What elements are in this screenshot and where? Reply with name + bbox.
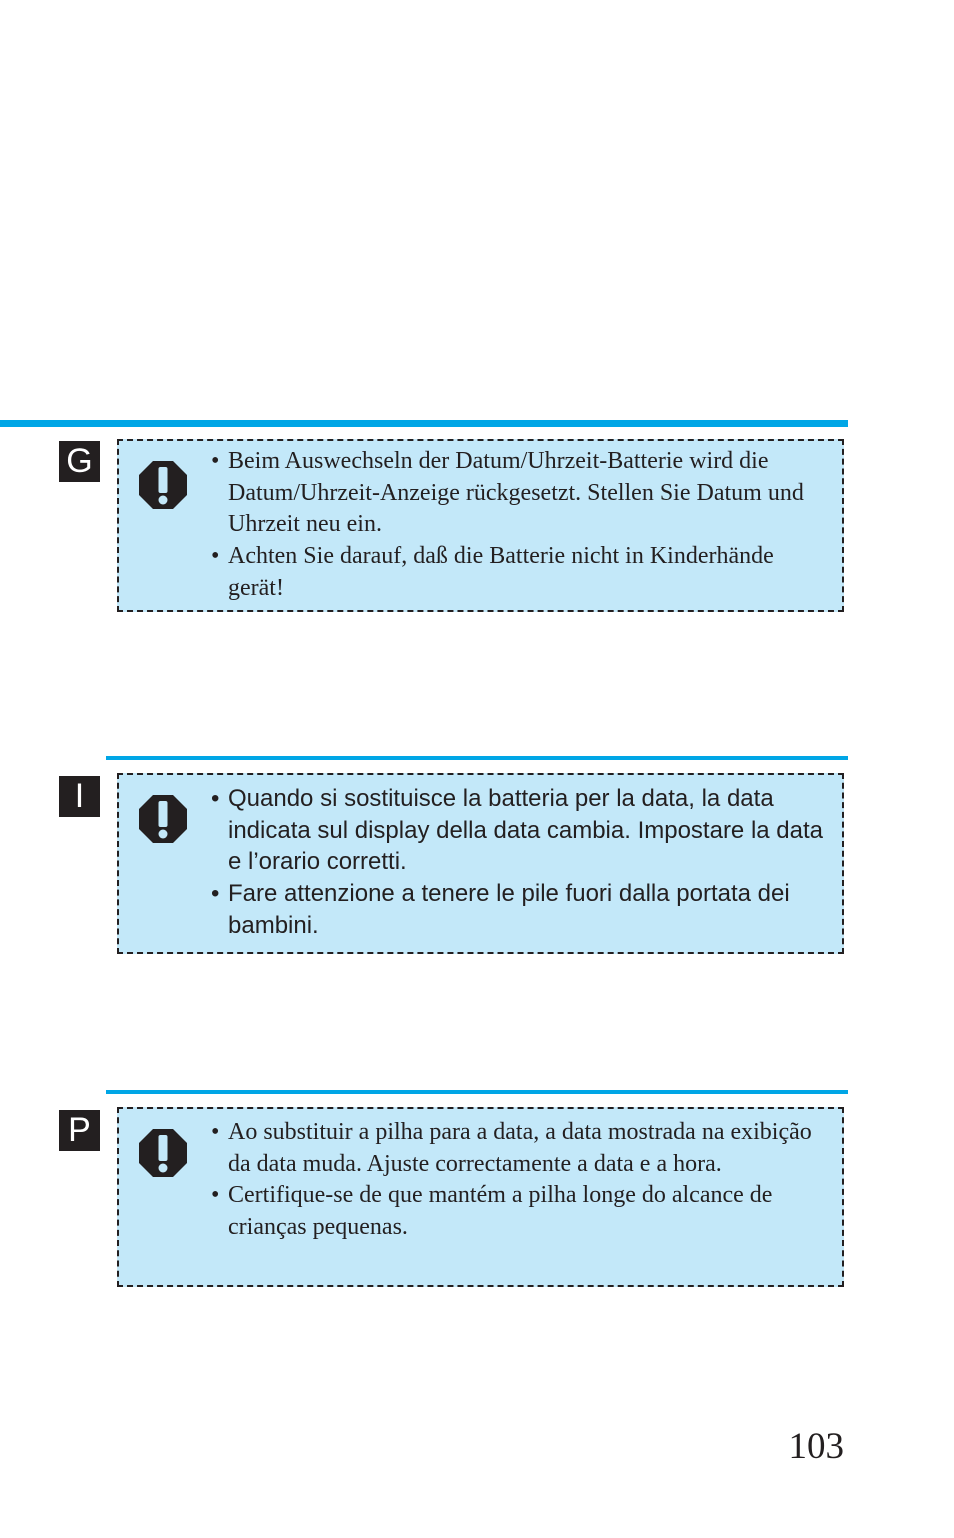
section-rule-p bbox=[106, 1090, 848, 1094]
bullet-text: Fare attenzione a tenere le pile fuori dalla portata dei bambini. bbox=[228, 880, 790, 939]
language-tag-p: P bbox=[59, 1110, 100, 1151]
bullet-text: Quando si sostituisce la batteria per la data, la data indicata sul display della data cambia. Impostare la data e l’orario corretti. bbox=[228, 785, 824, 876]
bullet-item bbox=[211, 783, 828, 878]
bullet-list bbox=[211, 446, 828, 605]
caution-note-p bbox=[117, 1107, 844, 1287]
bullet-symbol: • bbox=[211, 880, 220, 908]
section-rule-g bbox=[0, 420, 848, 427]
language-tag-i: I bbox=[59, 776, 100, 817]
bullet-item bbox=[211, 1117, 828, 1180]
bullet-text: Beim Auswechseln der Datum/Uhrzeit-Batterie wird die Datum/Uhrzeit-Anzeige rückgesetzt. Stellen Sie Datum und Uhrzeit neu ein. bbox=[228, 448, 804, 538]
caution-icon bbox=[139, 461, 187, 509]
bullet-symbol: • bbox=[211, 448, 220, 474]
caution-note-g bbox=[117, 439, 844, 612]
bullet-text: Ao substituir a pilha para a data, a data mostrada na exibição da data muda. Ajuste correctamente a data e a hora. bbox=[228, 1119, 812, 1177]
page-number: 103 bbox=[788, 1426, 844, 1467]
caution-note-i bbox=[117, 773, 844, 954]
bullet-text: Certifique-se de que mantém a pilha longe do alcance de crianças pequenas. bbox=[228, 1182, 773, 1241]
bullet-item bbox=[211, 878, 828, 941]
bullet-symbol: • bbox=[211, 785, 220, 812]
language-tag-g: G bbox=[59, 441, 100, 482]
bullet-list bbox=[211, 783, 828, 942]
bullet-symbol: • bbox=[211, 543, 220, 570]
section-rule-i bbox=[106, 756, 848, 760]
bullet-symbol: • bbox=[211, 1119, 220, 1145]
caution-icon bbox=[139, 1129, 187, 1177]
bullet-list bbox=[211, 1117, 828, 1244]
bullet-symbol: • bbox=[211, 1182, 220, 1209]
bullet-item bbox=[211, 541, 828, 604]
caution-icon bbox=[139, 795, 187, 843]
bullet-item bbox=[211, 446, 828, 541]
bullet-item bbox=[211, 1180, 828, 1243]
bullet-text: Achten Sie darauf, daß die Batterie nicht in Kinderhände gerät! bbox=[228, 543, 774, 601]
